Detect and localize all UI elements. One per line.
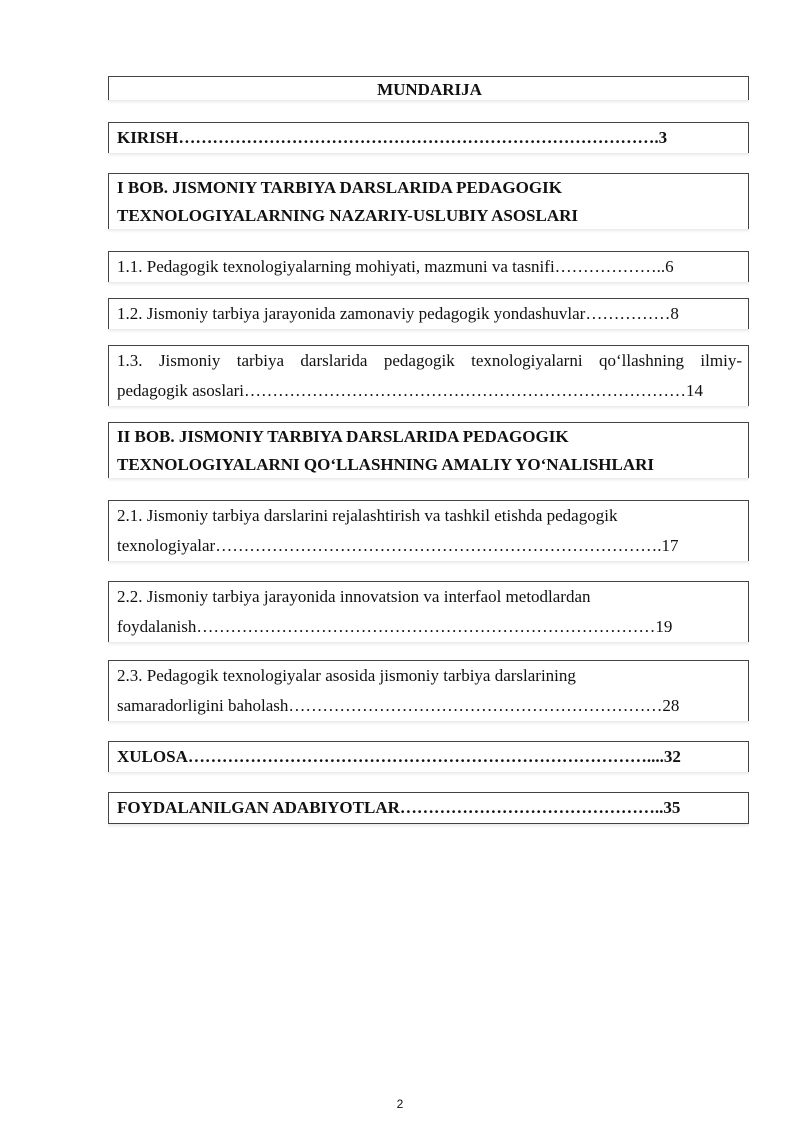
toc-entry-label: 1.2. Jismoniy tarbiya jarayonida zamonaviy pedagogik yondashuvlar……………8 bbox=[117, 304, 679, 323]
toc-entry-label: foydalanish………………………………………………………………………19 bbox=[117, 617, 673, 636]
toc-entry-label: 2.3. Pedagogik texnologiyalar asosida jismoniy tarbiya darslarining bbox=[117, 666, 576, 685]
toc-entry-2-3[interactable] bbox=[108, 660, 749, 721]
toc-entry-label: pedagogik asoslari……………………………………………………………………14 bbox=[117, 381, 703, 400]
table-of-contents bbox=[108, 76, 749, 824]
toc-entry-label: samaradorligini baholash…………………………………………………………28 bbox=[117, 696, 680, 715]
toc-entry-1-2[interactable] bbox=[108, 298, 749, 329]
chapter-title-line: I BOB. JISMONIY TARBIYA DARSLARIDA PEDAGOGIK bbox=[117, 178, 562, 197]
toc-entry-1-1[interactable] bbox=[108, 251, 749, 282]
chapter-title-line: TEXNOLOGIYALARNING NAZARIY-USLUBIY ASOSLARI bbox=[117, 206, 579, 225]
toc-title: MUNDARIJA bbox=[108, 76, 749, 100]
toc-entry-label: XULOSA………………………………………………………………………....32 bbox=[117, 747, 681, 766]
toc-entry-adabiyotlar[interactable] bbox=[108, 792, 749, 824]
chapter-title-line: II BOB. JISMONIY TARBIYA DARSLARIDA PEDAGOGIK bbox=[117, 427, 569, 446]
toc-chapter-2[interactable] bbox=[108, 422, 749, 478]
page-number: 2 bbox=[396, 1097, 404, 1111]
toc-chapter-1[interactable] bbox=[108, 173, 749, 229]
toc-entry-kirish[interactable] bbox=[108, 122, 749, 153]
toc-entry-label: 1.1. Pedagogik texnologiyalarning mohiyati, mazmuni va tasnifi………………..6 bbox=[117, 257, 674, 276]
toc-entry-label: FOYDALANILGAN ADABIYOTLAR………………………………………..35 bbox=[117, 798, 681, 817]
toc-entry-xulosa[interactable] bbox=[108, 741, 749, 772]
toc-entry-1-3[interactable] bbox=[108, 345, 749, 406]
toc-entry-label: 1.3. Jismoniy tarbiya darslarida pedagogik texnologiyalarni qo‘llashning ilmiy- bbox=[117, 351, 742, 370]
toc-entry-2-1[interactable] bbox=[108, 500, 749, 561]
toc-entry-2-2[interactable] bbox=[108, 581, 749, 642]
toc-entry-label: KIRISH………………………………………………………………………….3 bbox=[117, 128, 668, 147]
toc-entry-label: 2.1. Jismoniy tarbiya darslarini rejalashtirish va tashkil etishda pedagogik bbox=[117, 506, 618, 525]
chapter-title-line: TEXNOLOGIYALARNI QO‘LLASHNING AMALIY YO‘NALISHLARI bbox=[117, 455, 655, 474]
toc-entry-label: 2.2. Jismoniy tarbiya jarayonida innovatsion va interfaol metodlardan bbox=[117, 587, 591, 606]
toc-entry-label: texnologiyalar…………………………………………………………………….17 bbox=[117, 536, 679, 555]
